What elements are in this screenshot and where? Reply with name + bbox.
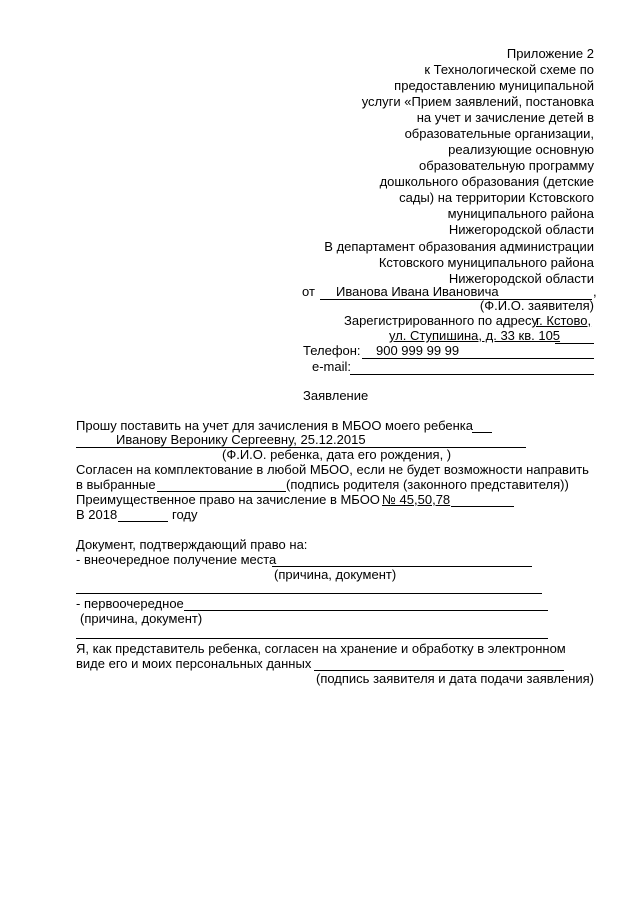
appendix-line: муниципального района [447, 206, 594, 221]
comma: , [593, 284, 597, 299]
appendix-line: сады) на территории Кстовского [399, 190, 594, 205]
year-prefix: В 2018 [76, 507, 118, 522]
address-street: ул. Ступишина, д. 33 кв. 105 [389, 328, 561, 343]
child-caption: (Ф.И.О. ребенка, дата его рождения, ) [222, 447, 452, 462]
chosen-text: в выбранные [76, 477, 156, 492]
priority-text: Преимущественное право на зачисление в МБОО [76, 492, 380, 507]
phone-label: Телефон: [303, 343, 361, 358]
year-line [118, 521, 168, 522]
address-city: г. Кстово, [536, 313, 592, 328]
addressee-line: В департамент образования администрации [324, 239, 594, 254]
appendix-line: услуги «Прием заявлений, постановка [361, 94, 594, 109]
appendix-line: на учет и зачисление детей в [416, 110, 594, 125]
appendix-line: дошкольного образования (детские [379, 174, 594, 189]
appendix-line: Приложение 2 [506, 46, 594, 61]
priority-number: № 45,50,78 [382, 492, 451, 507]
priority-line [451, 506, 514, 507]
final-caption: (подпись заявителя и дата подачи заявления) [315, 671, 594, 686]
consent-line-1: Я, как представитель ребенка, согласен на хранение и обработку в электронном [76, 641, 566, 656]
document-title: Заявление [303, 388, 369, 403]
reason-line-2 [76, 638, 548, 639]
appendix-line: образовательную программу [419, 158, 594, 173]
addressee-line: Кстовского муниципального района [378, 255, 594, 270]
appendix-line: реализующие основную [448, 142, 594, 157]
first-priority-label: - первоочередное [76, 596, 184, 611]
year-suffix: году [172, 507, 198, 522]
from-label: от [302, 284, 315, 299]
reason-caption-2: (причина, документ) [80, 611, 203, 626]
appendix-line: образовательные организации, [404, 126, 594, 141]
applicant-caption: (Ф.И.О. заявителя) [479, 298, 594, 313]
request-line [472, 432, 492, 433]
address-line [555, 343, 594, 344]
reason-line [76, 593, 542, 594]
agree-text: Согласен на комплектование в любой МБОО, если не будет возможности направить [76, 462, 589, 477]
addressee-line: Нижегородской области [448, 271, 594, 286]
reason-caption: (причина, документ) [274, 567, 397, 582]
email-line [350, 374, 594, 375]
signature-caption: (подпись родителя (законного представителя)) [286, 477, 569, 492]
registered-label: Зарегистрированного по адресу [344, 313, 538, 328]
appendix-line: Нижегородской области [448, 222, 594, 237]
request-text: Прошу поставить на учет для зачисления в МБОО моего ребенка [76, 418, 473, 433]
appendix-line: к Технологической схеме по [424, 62, 594, 77]
first-priority-line [184, 610, 548, 611]
email-label: e-mail: [312, 359, 352, 374]
doc-header: Документ, подтверждающий право на: [76, 537, 308, 552]
appendix-line: предоставлению муниципальной [394, 78, 594, 93]
consent-line-2: виде его и моих персональных данных [76, 656, 312, 671]
extraordinary-label: - внеочередное получение места [76, 552, 277, 567]
applicant-name: Иванова Ивана Ивановича [336, 284, 499, 299]
phone-value: 900 999 99 99 [376, 343, 460, 358]
child-name: Иванову Веронику Сергеевну, 25.12.2015 [116, 432, 366, 447]
